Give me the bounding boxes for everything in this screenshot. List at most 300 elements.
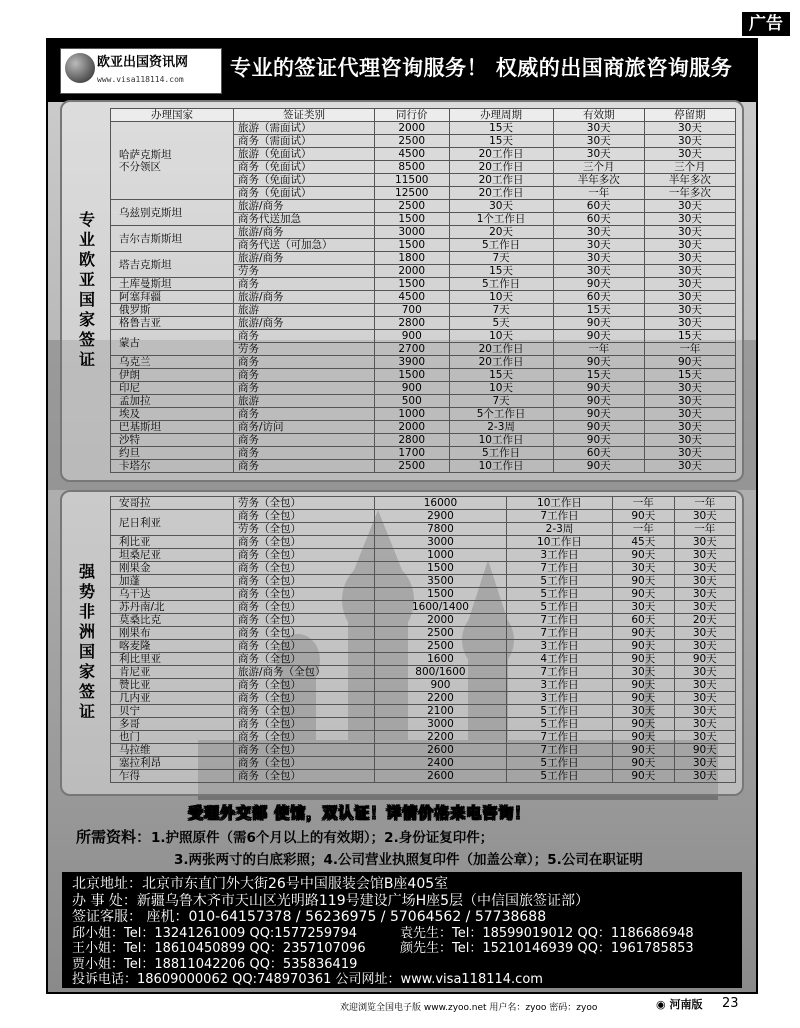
- stay-cell: 30天: [674, 666, 735, 679]
- validity-cell: 90天: [553, 395, 644, 408]
- stay-cell: 30天: [644, 291, 735, 304]
- column-header: 办理国家: [111, 109, 234, 122]
- table-row: [111, 497, 736, 510]
- duration-cell: 20工作日: [449, 148, 553, 161]
- duration-cell: 7天: [449, 395, 553, 408]
- country-cell: 埃及: [111, 408, 234, 421]
- duration-cell: 7工作日: [506, 614, 612, 627]
- table-row: [111, 317, 736, 330]
- validity-cell: 60天: [553, 291, 644, 304]
- country-cell: 乌干达: [111, 588, 234, 601]
- country-cell: 坦桑尼亚: [111, 549, 234, 562]
- price-cell: 1600: [375, 653, 507, 666]
- visa-type-cell: 商务（全包）: [234, 679, 375, 692]
- price-cell: 1500: [375, 562, 507, 575]
- duration-cell: 5工作日: [449, 239, 553, 252]
- visa-type-cell: 商务: [234, 369, 375, 382]
- country-cell: 多哥: [111, 718, 234, 731]
- stay-cell: 30天: [644, 213, 735, 226]
- price-cell: 1500: [375, 239, 450, 252]
- stay-cell: 30天: [644, 434, 735, 447]
- visa-type-cell: 旅游/商务: [234, 252, 375, 265]
- validity-cell: 30天: [553, 135, 644, 148]
- duration-cell: 5个工作日: [449, 408, 553, 421]
- visa-type-cell: 旅游/商务: [234, 291, 375, 304]
- visa-type-cell: 商务: [234, 382, 375, 395]
- table-row: [111, 731, 736, 744]
- brand-logo: [60, 48, 222, 94]
- notice-banner: 受理外交部 使馆，双认证！详情价格来电咨询！: [188, 804, 531, 822]
- validity-cell: 60天: [613, 614, 674, 627]
- visa-type-cell: 旅游（免面试）: [234, 148, 375, 161]
- section-title: 专业欧亚国家签证: [76, 211, 96, 371]
- africa-panel: [60, 490, 744, 796]
- duration-cell: 3工作日: [506, 679, 612, 692]
- validity-cell: 90天: [613, 692, 674, 705]
- beijing-address: 北京地址：北京市东直门外大街26号中国服装会馆B座405室: [72, 876, 449, 892]
- visa-type-cell: 商务/访问: [234, 421, 375, 434]
- price-cell: 2000: [375, 122, 450, 135]
- table-row: [111, 614, 736, 627]
- country-cell: 蒙古: [111, 330, 234, 356]
- stay-cell: 30天: [644, 317, 735, 330]
- visa-type-cell: 商务代送（可加急）: [234, 239, 375, 252]
- price-cell: 1800: [375, 252, 450, 265]
- price-cell: 2000: [375, 421, 450, 434]
- price-cell: 2100: [375, 705, 507, 718]
- validity-cell: 30天: [553, 239, 644, 252]
- duration-cell: 2-3周: [449, 421, 553, 434]
- table-row: [111, 226, 736, 239]
- duration-cell: 5工作日: [506, 757, 612, 770]
- stay-cell: 30天: [674, 718, 735, 731]
- validity-cell: 半年多次: [553, 174, 644, 187]
- table-row: [111, 510, 736, 523]
- price-cell: 2700: [375, 343, 450, 356]
- price-cell: 4500: [375, 291, 450, 304]
- table-row: [111, 744, 736, 757]
- table-row: [111, 291, 736, 304]
- requirements: [76, 826, 643, 871]
- visa-type-cell: 劳务（全包）: [234, 523, 375, 536]
- visa-type-cell: 商务（全包）: [234, 549, 375, 562]
- validity-cell: 90天: [613, 627, 674, 640]
- stay-cell: 一年多次: [644, 187, 735, 200]
- table-row: [111, 770, 736, 783]
- duration-cell: 15天: [449, 122, 553, 135]
- table-row: [111, 575, 736, 588]
- price-cell: 2500: [375, 460, 450, 473]
- validity-cell: 15天: [553, 304, 644, 317]
- validity-cell: 90天: [553, 317, 644, 330]
- table-row: [111, 278, 736, 291]
- price-cell: 1500: [375, 369, 450, 382]
- visa-type-cell: 商务（全包）: [234, 705, 375, 718]
- table-row: [111, 562, 736, 575]
- stay-cell: 一年: [674, 523, 735, 536]
- validity-cell: 90天: [613, 549, 674, 562]
- price-cell: 800/1600: [375, 666, 507, 679]
- duration-cell: 5工作日: [506, 601, 612, 614]
- table-row: [111, 434, 736, 447]
- stay-cell: 30天: [674, 575, 735, 588]
- table-row: [111, 382, 736, 395]
- table-row: [111, 549, 736, 562]
- office-address: 办 事 处：新疆乌鲁木齐市天山区光明路119号建设广场H座5层（中信国旅签证部）: [72, 892, 590, 909]
- validity-cell: 90天: [553, 421, 644, 434]
- ad-tag: 广告: [742, 12, 790, 36]
- table-row: [111, 408, 736, 421]
- price-cell: 3000: [375, 536, 507, 549]
- stay-cell: 30天: [674, 510, 735, 523]
- price-cell: 1700: [375, 447, 450, 460]
- table-row: [111, 447, 736, 460]
- price-cell: 2900: [375, 510, 507, 523]
- stay-cell: 15天: [644, 369, 735, 382]
- duration-cell: 7工作日: [506, 731, 612, 744]
- price-cell: 3900: [375, 356, 450, 369]
- stay-cell: 30天: [674, 679, 735, 692]
- validity-cell: 15天: [553, 369, 644, 382]
- validity-cell: 60天: [553, 200, 644, 213]
- brand-url: www.visa118114.com: [97, 75, 184, 84]
- visa-type-cell: 商务（全包）: [234, 770, 375, 783]
- country-cell: 哈萨克斯坦 不分领区: [111, 122, 234, 200]
- duration-cell: 4工作日: [506, 653, 612, 666]
- validity-cell: 一年: [613, 523, 674, 536]
- visa-type-cell: 商务（全包）: [234, 575, 375, 588]
- country-cell: 加蓬: [111, 575, 234, 588]
- stay-cell: 30天: [644, 278, 735, 291]
- visa-type-cell: 商务（全包）: [234, 588, 375, 601]
- contact-people: [72, 926, 742, 973]
- table-row: [111, 356, 736, 369]
- visa-type-cell: 旅游: [234, 304, 375, 317]
- duration-cell: 5工作日: [506, 718, 612, 731]
- table-row: [111, 200, 736, 213]
- price-cell: 900: [375, 330, 450, 343]
- duration-cell: 3工作日: [506, 640, 612, 653]
- table-row: [111, 757, 736, 770]
- price-cell: 2500: [375, 640, 507, 653]
- stay-cell: 30天: [644, 135, 735, 148]
- stay-cell: 30天: [644, 148, 735, 161]
- validity-cell: 45天: [613, 536, 674, 549]
- service-phone: 签证客服： 座机：010-64157378 / 56236975 / 57064562 / 57738688: [72, 909, 547, 925]
- validity-cell: 90天: [613, 588, 674, 601]
- visa-type-cell: 劳务: [234, 265, 375, 278]
- price-cell: 2000: [375, 614, 507, 627]
- complaint-line: 投诉电话：18609000062 QQ:748970361 公司网址：www.visa118114.com: [72, 972, 543, 987]
- contact-person-row: [72, 926, 742, 942]
- price-cell: 1000: [375, 549, 507, 562]
- visa-type-cell: 商务（全包）: [234, 757, 375, 770]
- stay-cell: 30天: [644, 239, 735, 252]
- africa-table: [110, 496, 736, 783]
- country-cell: 贝宁: [111, 705, 234, 718]
- price-cell: 2500: [375, 200, 450, 213]
- price-cell: 1500: [375, 213, 450, 226]
- price-cell: 2600: [375, 744, 507, 757]
- stay-cell: 30天: [674, 536, 735, 549]
- country-cell: 塞拉利昂: [111, 757, 234, 770]
- visa-type-cell: 旅游: [234, 395, 375, 408]
- visa-type-cell: 商务: [234, 278, 375, 291]
- duration-cell: 20工作日: [449, 174, 553, 187]
- visa-type-cell: 商务代送加急: [234, 213, 375, 226]
- country-cell: 卡塔尔: [111, 460, 234, 473]
- table-row: [111, 460, 736, 473]
- stay-cell: 30天: [674, 601, 735, 614]
- country-cell: 利比亚: [111, 536, 234, 549]
- stay-cell: 30天: [674, 588, 735, 601]
- validity-cell: 90天: [553, 408, 644, 421]
- visa-type-cell: 商务（全包）: [234, 627, 375, 640]
- visa-type-cell: 商务（全包）: [234, 653, 375, 666]
- table-row: [111, 536, 736, 549]
- price-cell: 2400: [375, 757, 507, 770]
- validity-cell: 30天: [553, 265, 644, 278]
- country-cell: 利比里亚: [111, 653, 234, 666]
- table-row: [111, 304, 736, 317]
- duration-cell: 5天: [449, 317, 553, 330]
- validity-cell: 60天: [553, 213, 644, 226]
- duration-cell: 20工作日: [449, 356, 553, 369]
- duration-cell: 7天: [449, 304, 553, 317]
- duration-cell: 5工作日: [506, 588, 612, 601]
- table-row: [111, 330, 736, 343]
- price-cell: 8500: [375, 161, 450, 174]
- country-cell: 约旦: [111, 447, 234, 460]
- duration-cell: 2-3周: [506, 523, 612, 536]
- country-cell: 阿塞拜疆: [111, 291, 234, 304]
- stay-cell: 30天: [644, 252, 735, 265]
- visa-type-cell: 商务（免面试）: [234, 161, 375, 174]
- visa-type-cell: 商务: [234, 356, 375, 369]
- validity-cell: 90天: [553, 434, 644, 447]
- validity-cell: 90天: [613, 679, 674, 692]
- validity-cell: 90天: [613, 770, 674, 783]
- country-cell: 尼日利亚: [111, 510, 234, 536]
- stay-cell: 20天: [674, 614, 735, 627]
- table-row: [111, 588, 736, 601]
- duration-cell: 10天: [449, 382, 553, 395]
- country-cell: 伊朗: [111, 369, 234, 382]
- table-row: [111, 122, 736, 135]
- country-cell: 安哥拉: [111, 497, 234, 510]
- stay-cell: 30天: [644, 395, 735, 408]
- duration-cell: 7工作日: [506, 666, 612, 679]
- contact-person: 邱小姐：Tel：13241261009 QQ:1577259794: [72, 925, 358, 941]
- visa-type-cell: 劳务（全包）: [234, 497, 375, 510]
- duration-cell: 5工作日: [449, 278, 553, 291]
- country-cell: 沙特: [111, 434, 234, 447]
- country-cell: 乌兹别克斯坦: [111, 200, 234, 226]
- price-cell: 2800: [375, 434, 450, 447]
- column-header: 签证类别: [234, 109, 375, 122]
- validity-cell: 一年: [553, 343, 644, 356]
- contact-person: 王小姐：Tel：18610450899 QQ：2357107096: [72, 941, 366, 956]
- stay-cell: 90天: [644, 356, 735, 369]
- country-cell: 土库曼斯坦: [111, 278, 234, 291]
- stay-cell: 90天: [674, 744, 735, 757]
- validity-cell: 30天: [553, 226, 644, 239]
- country-cell: 马拉维: [111, 744, 234, 757]
- duration-cell: 5工作日: [506, 770, 612, 783]
- visa-type-cell: 旅游/商务: [234, 200, 375, 213]
- table-row: [111, 718, 736, 731]
- visa-type-cell: 商务（全包）: [234, 640, 375, 653]
- requirements-lead: 所需资料：: [76, 828, 152, 846]
- table-row: [111, 666, 736, 679]
- price-cell: 7800: [375, 523, 507, 536]
- contact-person-row: [72, 941, 742, 957]
- price-cell: 2200: [375, 692, 507, 705]
- duration-cell: 20天: [449, 226, 553, 239]
- country-cell: 肯尼亚: [111, 666, 234, 679]
- price-cell: 1500: [375, 278, 450, 291]
- duration-cell: 10工作日: [449, 434, 553, 447]
- country-cell: 刚果布: [111, 627, 234, 640]
- country-cell: 也门: [111, 731, 234, 744]
- validity-cell: 30天: [613, 601, 674, 614]
- country-cell: 几内亚: [111, 692, 234, 705]
- duration-cell: 1个工作日: [449, 213, 553, 226]
- table-row: [111, 653, 736, 666]
- table-row: [111, 679, 736, 692]
- price-cell: 2000: [375, 265, 450, 278]
- table-row: [111, 627, 736, 640]
- duration-cell: 10工作日: [449, 460, 553, 473]
- duration-cell: 15天: [449, 135, 553, 148]
- visa-type-cell: 旅游（需面试）: [234, 122, 375, 135]
- validity-cell: 90天: [553, 460, 644, 473]
- country-cell: 莫桑比克: [111, 614, 234, 627]
- validity-cell: 90天: [613, 575, 674, 588]
- table-row: [111, 252, 736, 265]
- price-cell: 2500: [375, 627, 507, 640]
- country-cell: 喀麦隆: [111, 640, 234, 653]
- duration-cell: 3工作日: [506, 549, 612, 562]
- stay-cell: 30天: [644, 408, 735, 421]
- price-cell: 2800: [375, 317, 450, 330]
- country-cell: 孟加拉: [111, 395, 234, 408]
- visa-type-cell: 商务（免面试）: [234, 174, 375, 187]
- stay-cell: 30天: [674, 692, 735, 705]
- duration-cell: 5工作日: [506, 575, 612, 588]
- country-cell: 乌克兰: [111, 356, 234, 369]
- validity-cell: 90天: [613, 757, 674, 770]
- visa-type-cell: 劳务: [234, 343, 375, 356]
- requirements-line: 3.两张两寸的白底彩照；4.公司营业执照复印件（加盖公章）；5.公司在职证明: [174, 852, 643, 868]
- duration-cell: 7天: [449, 252, 553, 265]
- validity-cell: 90天: [553, 382, 644, 395]
- duration-cell: 30天: [449, 200, 553, 213]
- globe-icon: [65, 53, 95, 83]
- country-cell: 塔吉克斯坦: [111, 252, 234, 278]
- stay-cell: 30天: [674, 705, 735, 718]
- visa-type-cell: 商务: [234, 408, 375, 421]
- stay-cell: 30天: [644, 460, 735, 473]
- visa-type-cell: 商务（全包）: [234, 692, 375, 705]
- stay-cell: 90天: [674, 653, 735, 666]
- contact-person-row: [72, 957, 742, 973]
- edition-icon: ◉: [656, 998, 666, 1011]
- stay-cell: 30天: [644, 447, 735, 460]
- contact-block: [62, 872, 742, 988]
- visa-type-cell: 商务（全包）: [234, 731, 375, 744]
- visa-type-cell: 商务（全包）: [234, 744, 375, 757]
- stay-cell: 30天: [674, 562, 735, 575]
- stay-cell: 30天: [644, 226, 735, 239]
- duration-cell: 5工作日: [449, 447, 553, 460]
- price-cell: 900: [375, 679, 507, 692]
- price-cell: 1500: [375, 588, 507, 601]
- country-cell: 巴基斯坦: [111, 421, 234, 434]
- section-title: 强势非洲国家签证: [76, 563, 96, 723]
- country-cell: 印尼: [111, 382, 234, 395]
- validity-cell: 90天: [613, 640, 674, 653]
- stay-cell: 半年多次: [644, 174, 735, 187]
- contact-person: 袁先生：Tel：18599019012 QQ：1186686948: [400, 925, 694, 941]
- price-cell: 3000: [375, 718, 507, 731]
- duration-cell: 20工作日: [449, 343, 553, 356]
- duration-cell: 7工作日: [506, 744, 612, 757]
- price-cell: 3500: [375, 575, 507, 588]
- stay-cell: 30天: [674, 757, 735, 770]
- stay-cell: 30天: [644, 265, 735, 278]
- duration-cell: 15天: [449, 265, 553, 278]
- stay-cell: 30天: [644, 200, 735, 213]
- country-cell: 俄罗斯: [111, 304, 234, 317]
- column-header: 停留期: [644, 109, 735, 122]
- visa-type-cell: 商务（全包）: [234, 562, 375, 575]
- duration-cell: 10天: [449, 330, 553, 343]
- price-cell: 1000: [375, 408, 450, 421]
- validity-cell: 30天: [613, 705, 674, 718]
- visa-type-cell: 商务: [234, 434, 375, 447]
- visa-type-cell: 商务（全包）: [234, 614, 375, 627]
- validity-cell: 90天: [553, 356, 644, 369]
- contact-person: 颜先生：Tel：15210146939 QQ：1961785853: [400, 941, 694, 956]
- duration-cell: 10工作日: [506, 497, 612, 510]
- validity-cell: 90天: [613, 744, 674, 757]
- price-cell: 11500: [375, 174, 450, 187]
- stay-cell: 30天: [674, 640, 735, 653]
- duration-cell: 3工作日: [506, 692, 612, 705]
- contact-person: 贾小姐：Tel：18811042206 QQ：535836419: [72, 956, 358, 972]
- validity-cell: 90天: [613, 510, 674, 523]
- visa-type-cell: 商务（免面试）: [234, 187, 375, 200]
- validity-cell: 60天: [553, 447, 644, 460]
- price-cell: 2500: [375, 135, 450, 148]
- visa-type-cell: 商务（全包）: [234, 510, 375, 523]
- stay-cell: 30天: [674, 627, 735, 640]
- validity-cell: 90天: [613, 731, 674, 744]
- validity-cell: 30天: [553, 148, 644, 161]
- price-cell: 3000: [375, 226, 450, 239]
- validity-cell: 三个月: [553, 161, 644, 174]
- visa-type-cell: 旅游/商务（全包）: [234, 666, 375, 679]
- table-row: [111, 369, 736, 382]
- stay-cell: 30天: [644, 304, 735, 317]
- visa-type-cell: 旅游/商务: [234, 226, 375, 239]
- slogan: 专业的签证代理咨询服务！ 权威的出国商旅咨询服务: [230, 56, 733, 80]
- stay-cell: 三个月: [644, 161, 735, 174]
- duration-cell: 10工作日: [506, 536, 612, 549]
- stay-cell: 一年: [644, 343, 735, 356]
- table-row: [111, 421, 736, 434]
